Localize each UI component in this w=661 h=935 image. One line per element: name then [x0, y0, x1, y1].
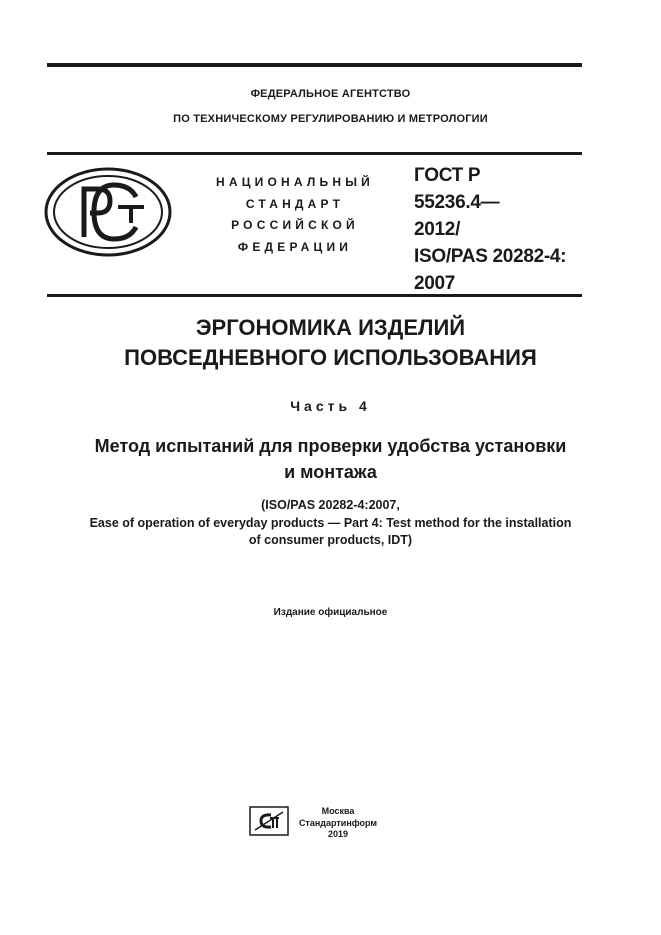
iso-reference-line-2: Ease of operation of everyday products — Part 4: Test method for the installation	[89, 515, 572, 530]
document-title	[0, 313, 661, 373]
middle-rule	[47, 294, 582, 297]
subtitle-line-1: Метод испытаний для проверки удобства установки	[94, 436, 567, 456]
gost-line-2: 55236.4—	[414, 192, 500, 213]
title-line-1: ЭРГОНОМИКА ИЗДЕЛИЙ	[195, 315, 466, 340]
publisher-city: Москва	[321, 806, 355, 816]
publisher-year: 2019	[327, 829, 349, 839]
iso-reference-line-1: (ISO/PAS 20282-4:2007,	[261, 498, 400, 512]
standard-line-2: СТАНДАРТ	[245, 196, 345, 211]
subtitle-line-2: и монтажа	[284, 462, 377, 482]
agency-line-1: ФЕДЕРАЛЬНОЕ АГЕНТСТВО	[250, 88, 411, 100]
title-line-2: ПОВСЕДНЕВНОГО ИСПОЛЬЗОВАНИЯ	[124, 345, 537, 370]
edition-label: Издание официальное	[273, 607, 388, 618]
publisher-name: Стандартинформ	[298, 817, 378, 828]
publisher-info	[295, 806, 381, 841]
standard-line-1: НАЦИОНАЛЬНЫЙ	[215, 175, 375, 189]
gost-line-5: 2007	[414, 273, 456, 294]
gost-line-4: ISO/PAS 20282-4:	[414, 246, 567, 267]
standard-line-3: РОССИЙСКОЙ	[231, 218, 359, 232]
part-label: Часть 4	[290, 398, 371, 414]
standard-line-4: ФЕДЕРАЦИИ	[237, 239, 353, 254]
agency-line-2: ПО ТЕХНИЧЕСКОМУ РЕГУЛИРОВАНИЮ И МЕТРОЛОГИИ	[173, 113, 488, 125]
top-rule	[47, 63, 582, 67]
gost-line-1: ГОСТ Р	[414, 165, 481, 186]
header-rule	[47, 152, 582, 155]
national-standard-block	[190, 172, 400, 258]
standartinform-logo-icon	[249, 806, 289, 836]
gost-designation	[414, 162, 624, 297]
rst-emblem-icon	[44, 167, 172, 257]
gost-line-3: 2012/	[414, 219, 461, 240]
document-subtitle	[0, 433, 661, 485]
iso-reference	[0, 497, 661, 550]
iso-reference-line-3: of consumer products, IDT)	[248, 533, 413, 547]
